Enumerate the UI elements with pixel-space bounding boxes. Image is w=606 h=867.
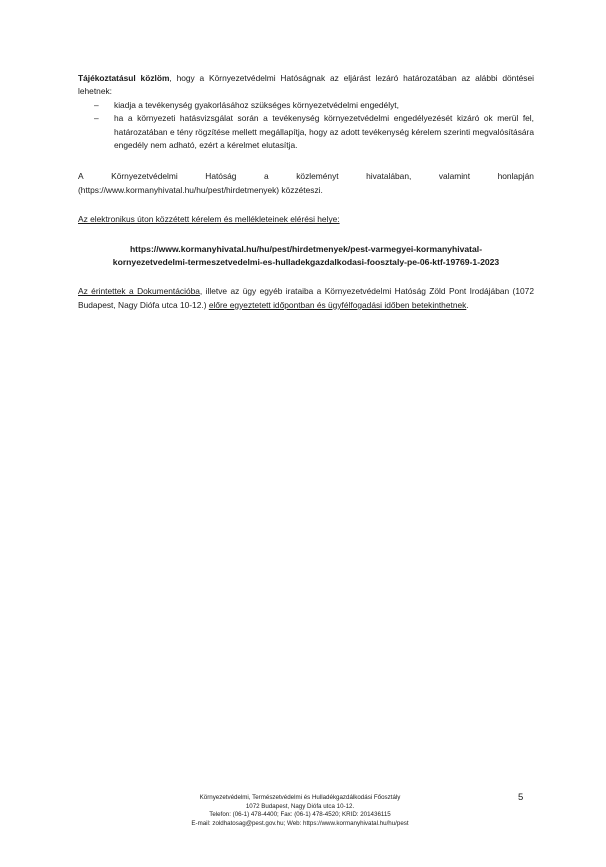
document-url[interactable] xyxy=(78,243,534,270)
url-line-1: https://www.kormanyhivatal.hu/hu/pest/hirdetmenyek/pest-varmegyei-kormanyhivatal- xyxy=(129,243,483,254)
url-line-2: kornyezetvedelmi-termeszetvedelmi-es-hulladekgazdalkodasi-foosztaly-pe-06-ktf-19769-1-2023 xyxy=(112,257,500,268)
documentation-part-1: Az érintettek a Dokumentációba xyxy=(78,286,200,297)
notice-word: közleményt xyxy=(296,171,339,182)
notice-line-1 xyxy=(78,170,534,183)
documentation-part-3: előre egyeztetett időpontban és ügyfélfogadási időben betekinthetnek xyxy=(208,299,467,310)
list-item-text: kiadja a tevékenység gyakorlásához szükséges környezetvédelmi engedélyt, xyxy=(114,99,399,110)
notice-word: valamint xyxy=(438,171,471,182)
notice-word: Hatóság xyxy=(205,171,237,182)
dash-bullet: – xyxy=(94,99,99,110)
page-footer xyxy=(150,794,450,828)
intro-bold: Tájékoztatásul közlöm xyxy=(78,73,170,83)
decision-list xyxy=(78,99,534,153)
access-heading: Az elektronikus úton közzétett kérelem és mellékleteinek elérési helye: xyxy=(78,214,340,225)
intro-paragraph xyxy=(78,72,534,99)
notice-word: Környezetvédelmi xyxy=(111,171,178,182)
list-item xyxy=(78,112,534,152)
footer-line-1: Környezetvédelmi, Természetvédelmi és Hulladékgazdálkodási Főosztály xyxy=(199,794,401,801)
notice-word: a xyxy=(264,171,269,182)
page-body xyxy=(78,72,534,312)
notice-word: A xyxy=(78,171,84,182)
intro-text: , hogy a Környezetvédelmi Hatóságnak az eljárást lezáró határozatában az alábbi döntései lehetnek: xyxy=(78,73,535,97)
list-item xyxy=(78,99,534,112)
page-number: 5 xyxy=(518,792,524,803)
list-item-text: ha a környezeti hatásvizsgálat során a tevékenység környezetvédelmi engedélyezését kizáró ok merül fel, határozatában e tény rögzítése mellett megállapítja, hogy az adott tevékenység kérelem szerinti megvalósítására engedély nem adható, ezért a kérelmet elutasítja. xyxy=(114,113,534,151)
footer-line-2: 1072 Budapest, Nagy Diófa utca 10-12. xyxy=(245,802,355,810)
notice-paragraph xyxy=(78,170,534,197)
documentation-part-4: . xyxy=(466,299,469,310)
notice-word: hivatalában, xyxy=(366,171,412,182)
footer-line-4: E-mail: zoldhatosag@pest.gov.hu; Web: https://www.kormanyhivatal.hu/hu/pest xyxy=(191,819,409,827)
notice-word: honlapján xyxy=(497,171,534,182)
footer-line-3: Telefon: (06-1) 478-4400; Fax: (06-1) 478-4520; KRID: 201436115 xyxy=(209,811,391,819)
documentation-part-2: , illetve az ügy egyéb irataiba a Környezetvédelmi Hatóság Zöld Pont Irodájában (1072 Budapest, Nagy Diófa utca 10-12.) xyxy=(78,286,534,310)
documentation-paragraph xyxy=(78,285,534,312)
notice-line-2: (https://www.kormanyhivatal.hu/hu/pest/hirdetmenyek) közzéteszi. xyxy=(78,184,323,195)
dash-bullet: – xyxy=(94,113,99,124)
